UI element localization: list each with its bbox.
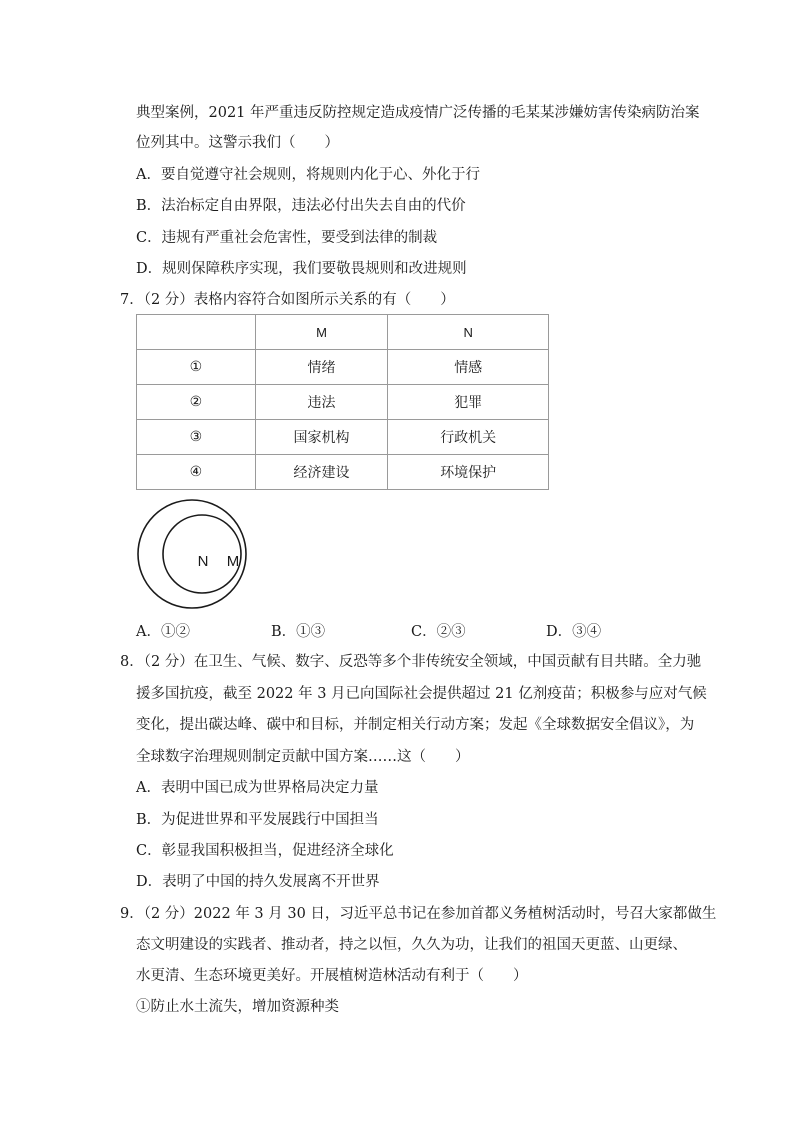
table-cell: 情感 — [388, 350, 549, 385]
q8-option-d: D．表明了中国的持久发展离不开世界 — [136, 874, 380, 890]
q7-table — [136, 314, 549, 490]
q7-option-d: D．③④ — [546, 624, 602, 640]
table-cell: ④ — [137, 455, 256, 490]
q6-option-c: C．违规有严重社会危害性，要受到法律的制裁 — [136, 230, 438, 246]
q8-stem-line4: 全球数字治理规则制定贡献中国方案……这（ ） — [136, 749, 470, 765]
table-cell: 违法 — [255, 385, 388, 420]
label-m: M — [226, 553, 240, 570]
table-cell: 情绪 — [255, 350, 388, 385]
table-cell: ③ — [137, 420, 256, 455]
q7-venn-diagram — [136, 498, 256, 610]
q6-option-d: D．规则保障秩序实现，我们要敬畏规则和改进规则 — [136, 261, 467, 277]
q7-option-b: B．①③ — [271, 624, 326, 640]
q8-stem-line2: 援多国抗疫，截至 2022 年 3 月已向国际社会提供超过 21 亿剂疫苗；积极参与应对气候 — [136, 686, 707, 702]
q8-option-c: C．彰显我国积极担当，促进经济全球化 — [136, 843, 394, 859]
table-cell: ① — [137, 350, 256, 385]
table-cell: ② — [137, 385, 256, 420]
q8-stem-line1: 8．（2 分）在卫生、气候、数字、反恐等多个非传统安全领域，中国贡献有目共睹。全力驰 — [120, 654, 702, 670]
table-row — [137, 455, 549, 490]
table-cell: 国家机构 — [255, 420, 388, 455]
q6-option-b: B．法治标定自由界限，违法必付出失去自由的代价 — [136, 198, 466, 214]
q9-stem-line2: 态文明建设的实践者、推动者，持之以恒，久久为功，让我们的祖国天更蓝、山更绿、 — [136, 937, 687, 953]
table-row — [137, 420, 549, 455]
q6-option-a: A．要自觉遵守社会规则，将规则内化于心、外化于行 — [136, 167, 480, 183]
q8-option-b: B．为促进世界和平发展践行中国担当 — [136, 812, 379, 828]
q6-stem-line2: 位列其中。这警示我们（ ） — [136, 135, 339, 151]
table-header-cell — [137, 315, 256, 350]
table-row — [137, 385, 549, 420]
q9-stem-line1: 9．（2 分）2022 年 3 月 30 日，习近平总书记在参加首都义务植树活动时，号召大家都做生 — [120, 906, 717, 922]
q8-stem-line3: 变化，提出碳达峰、碳中和目标，并制定相关行动方案；发起《全球数据安全倡议》，为 — [136, 717, 695, 733]
q6-stem-line1: 典型案例，2021 年严重违反防控规定造成疫情广泛传播的毛某某涉嫌妨害传染病防治案 — [136, 105, 700, 121]
table-cell: 犯罪 — [388, 385, 549, 420]
q7-stem: 7．（2 分）表格内容符合如图所示关系的有（ ） — [120, 292, 455, 308]
table-cell: 经济建设 — [255, 455, 388, 490]
q7-option-c: C．②③ — [411, 624, 466, 640]
q9-option-1: ①防止水土流失，增加资源种类 — [136, 999, 339, 1015]
q9-stem-line3: 水更清、生态环境更美好。开展植树造林活动有利于（ ） — [136, 968, 528, 984]
q7-option-a: A．①② — [136, 624, 190, 640]
table-header-cell: M — [255, 315, 388, 350]
q8-option-a: A．表明中国已成为世界格局决定力量 — [136, 780, 379, 796]
table-header-row — [137, 315, 549, 350]
table-cell: 环境保护 — [388, 455, 549, 490]
table-cell: 行政机关 — [388, 420, 549, 455]
label-n: N — [197, 553, 209, 570]
table-row — [137, 350, 549, 385]
table-header-cell: N — [388, 315, 549, 350]
